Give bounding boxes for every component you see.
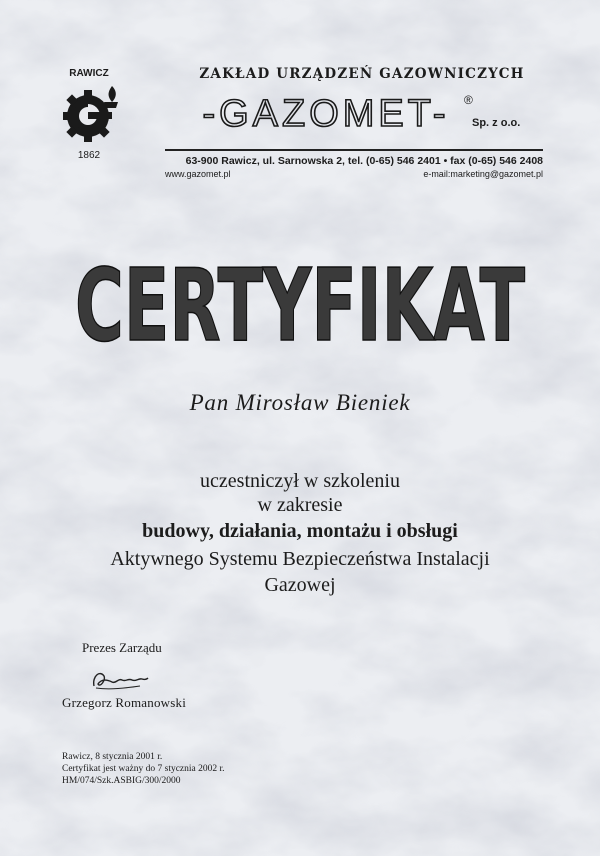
company-name: ZAKŁAD URZĄDZEŃ GAZOWNICZYCH (199, 66, 525, 82)
body-line-4: Aktywnego Systemu Bezpieczeństwa Instalacji (110, 548, 490, 570)
body-line-1: uczestniczył w szkoleniu (200, 470, 400, 492)
issue-place-date: Rawicz, 8 stycznia 2001 r. (62, 752, 163, 762)
signer-name: Grzegorz Romanowski (62, 695, 187, 710)
certificate-title (70, 222, 530, 357)
svg-text:-GAZOMET-: -GAZOMET- (202, 93, 450, 135)
recipient-name: Pan Mirosław Bieniek (189, 390, 411, 415)
body-line-5: Gazowej (264, 574, 336, 596)
body-line-2: w zakresie (257, 494, 343, 516)
handwritten-signature (90, 666, 150, 692)
logo-city: RAWICZ (69, 68, 109, 79)
signer-position: Prezes Zarządu (82, 640, 162, 655)
svg-text:CERTYFIKAT: CERTYFIKAT (75, 247, 525, 357)
logo-year: 1862 (77, 150, 101, 161)
brand-logo-gazomet (178, 88, 478, 136)
company-address: 63-900 Rawicz, ul. Sarnowska 2, tel. (0-65) 546 2401 • fax (0-65) 546 2408 (185, 155, 543, 167)
company-email: e-mail:marketing@gazomet.pl (423, 169, 543, 179)
gear-g-flame-icon (62, 82, 120, 146)
company-website: www.gazomet.pl (165, 169, 231, 179)
company-suffix: Sp. z o.o. (472, 117, 521, 129)
header-divider (165, 149, 543, 151)
validity-note: Certyfikat jest ważny do 7 stycznia 2002 r. (62, 764, 225, 774)
svg-text:®: ® (464, 93, 473, 107)
reference-number: HM/074/Szk.ASBIG/300/2000 (62, 776, 181, 786)
body-line-3: budowy, działania, montażu i obsługi (142, 520, 458, 542)
